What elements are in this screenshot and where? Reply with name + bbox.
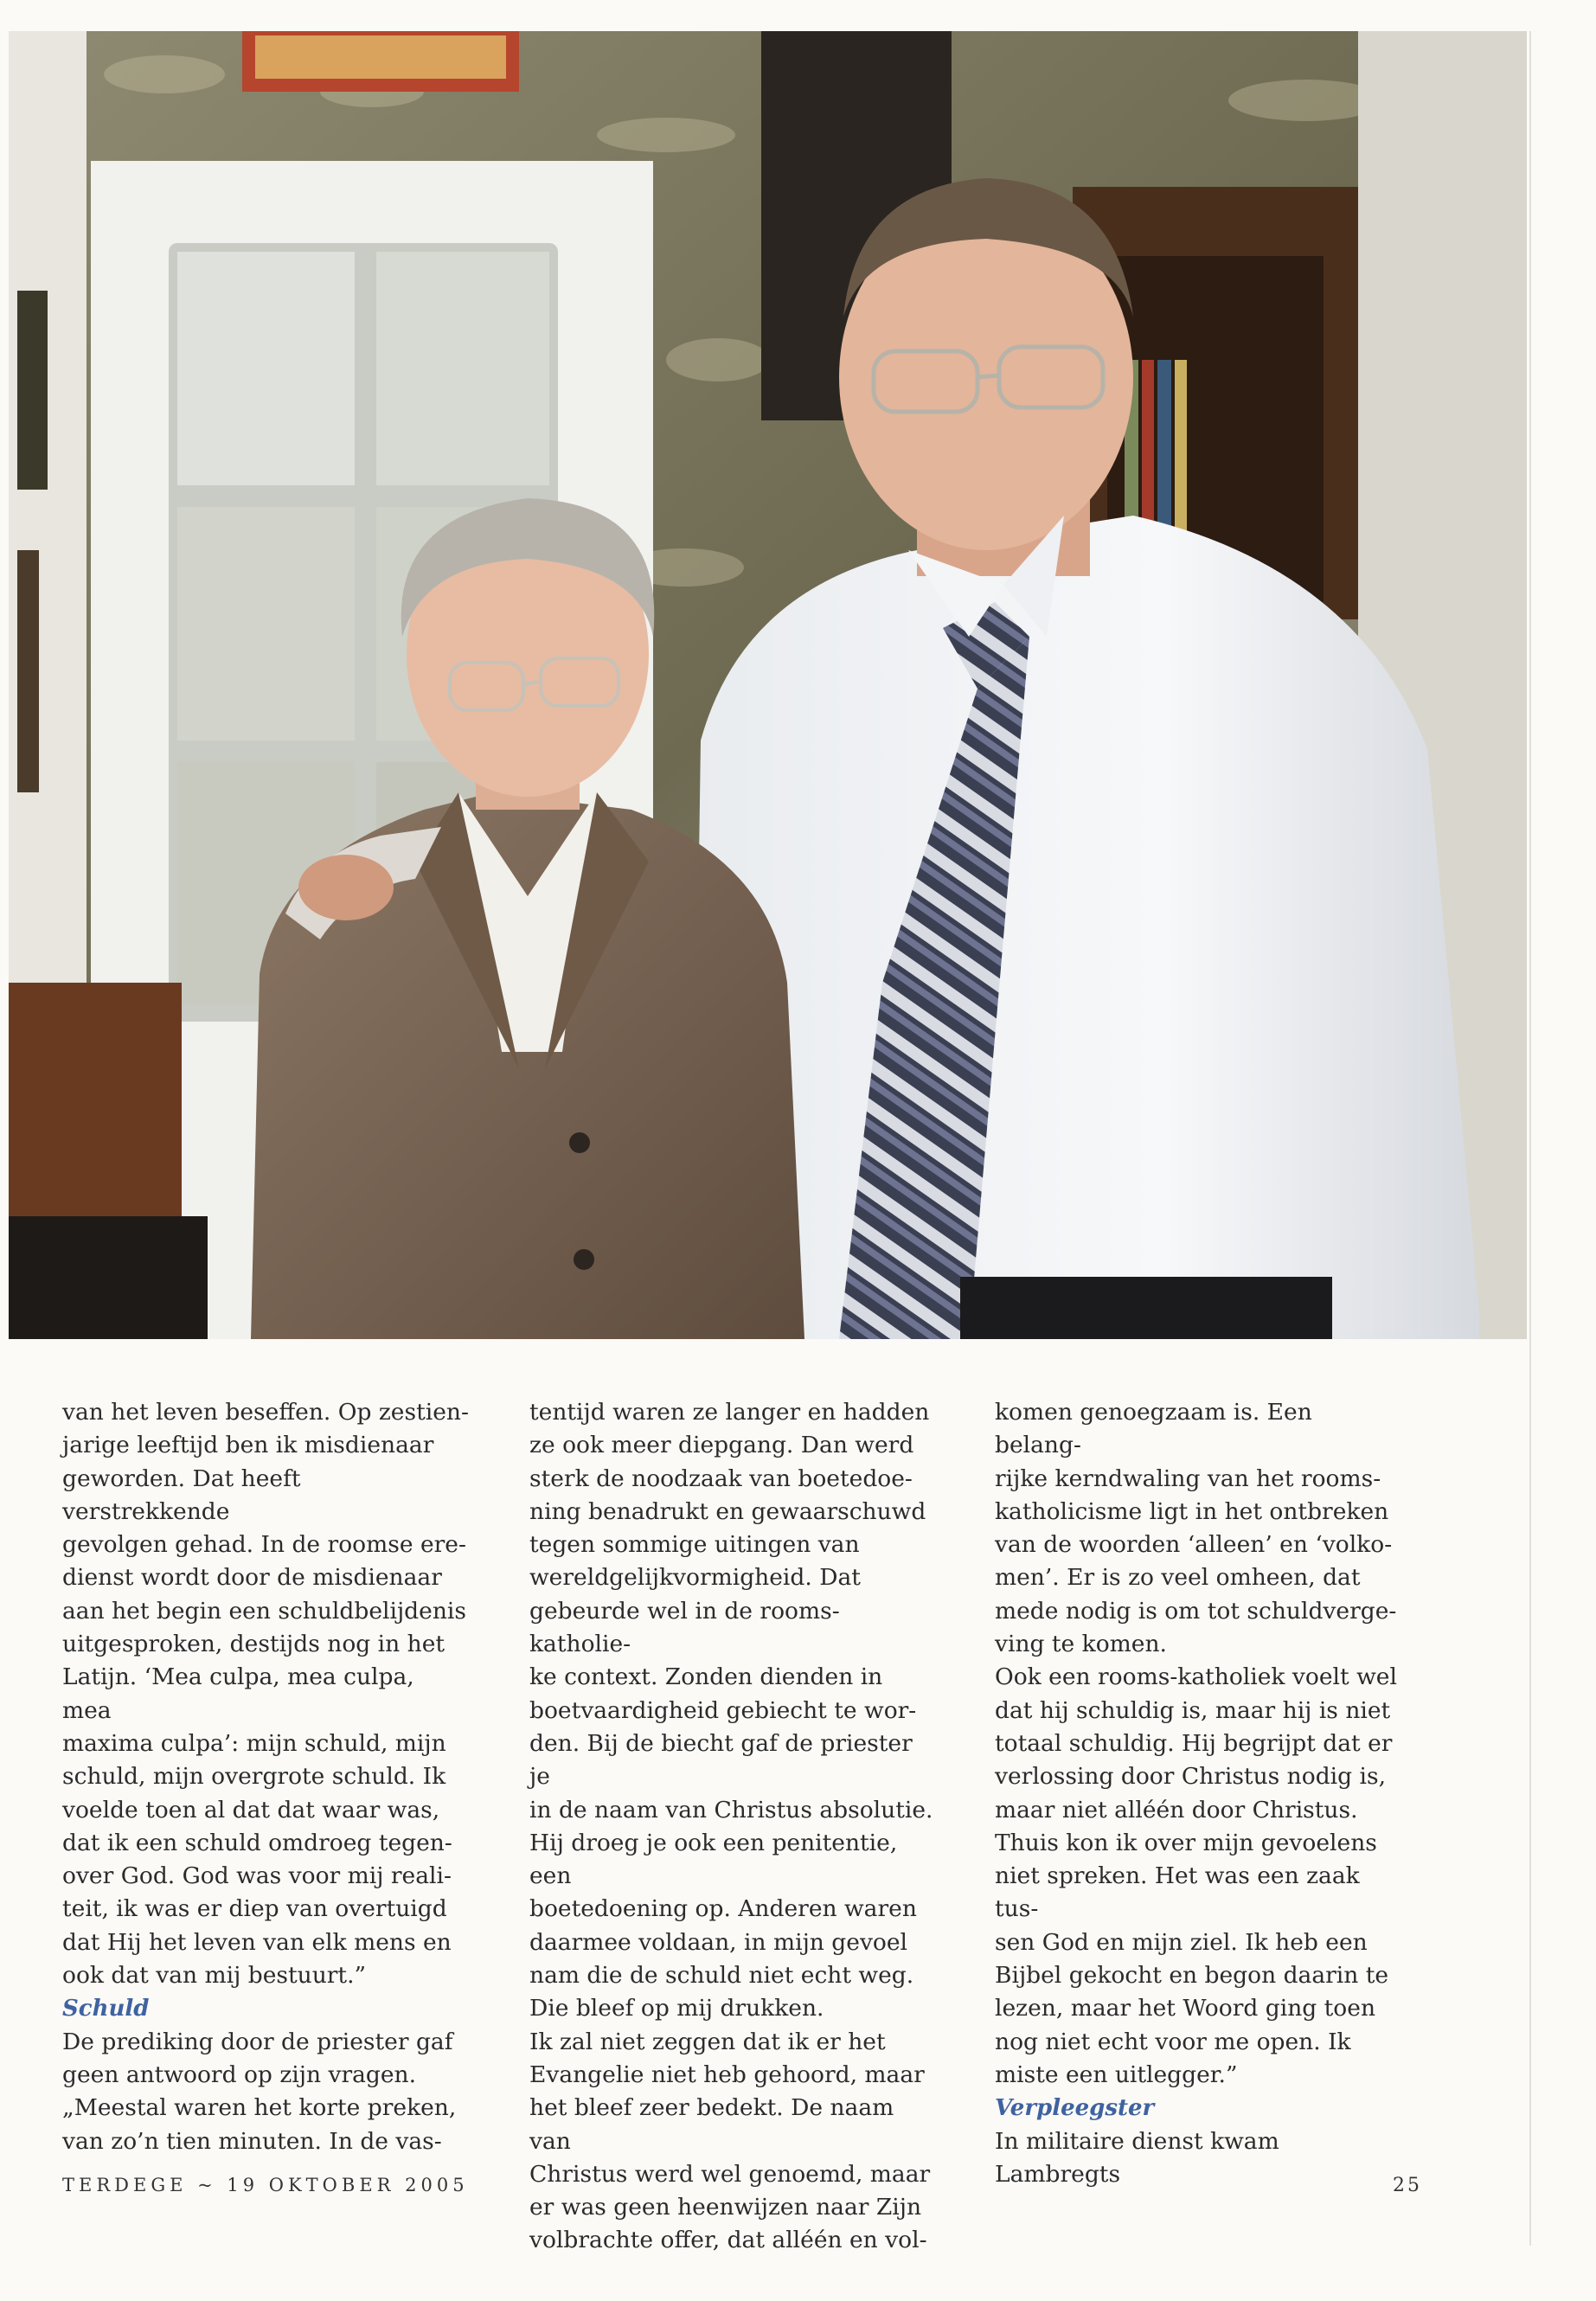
paragraph: In militaire dienst kwam Lambregts bbox=[995, 2127, 1279, 2188]
page-number: 25 bbox=[1393, 2175, 1422, 2196]
paragraph: van het leven beseffen. Op zestien- jarige leeftijd ben ik misdienaar geworden. Dat heeft verstrekkende gevolgen gehad. In de roomse ere- dienst wordt door de misdienaar aan het begin een schuldbelijdenis uitgesproken, destijds nog in het Latijn. ‘Mea culpa, mea culpa, mea maxima culpa’: mijn schuld, mijn schuld, mijn overgrote schuld. Ik voelde toen al dat dat waar was, dat ik een schuld omdroeg tegen- over God. God was voor mij reali- teit, ik was er diep van overtuigd dat Hij het leven van elk mens en ook dat van mij bestuurt.” bbox=[62, 1399, 469, 1990]
text-column-2 bbox=[529, 1396, 936, 2258]
text-column-1 bbox=[62, 1396, 469, 2158]
paragraph: De prediking door de priester gaf geen antwoord op zijn vragen. „Meestal waren het korte preken, van zo’n tien minuten. In de vas- bbox=[62, 2028, 457, 2155]
paragraph: Ik zal niet zeggen dat ik er het Evangelie niet heb gehoord, maar het bleef zeer bedekt. De naam van Christus werd wel genoemd, maar er was geen heenwijzen naar Zijn volbrachte offer, dat alléén en vol- bbox=[529, 2028, 931, 2254]
publication-footer: TERDEGE ~ 19 OKTOBER 2005 bbox=[62, 2175, 469, 2195]
page-edge-rule bbox=[1529, 31, 1531, 2246]
paragraph: Ook een rooms-katholiek voelt wel dat hij schuldig is, maar hij is niet totaal schuldig. Hij begrijpt dat er verlossing door Christus nodig is, maar niet alléén door Christus. Thuis kon ik over mijn gevoelens niet spreken. Het was een zaak tus- sen God en mijn ziel. Ik heb een Bijbel gekocht en begon daarin te lezen, maar het Woord ging toen nog niet echt voor me open. Ik miste een uitlegger.” bbox=[995, 1663, 1397, 2088]
paragraph: komen genoegzaam is. Een belang- rijke kerndwaling van het rooms- katholicisme ligt in het ontbreken van de woorden ‘alleen’ en ‘volko- men’. Er is zo veel omheen, dat mede nodig is om tot schuldverge- ving te komen. bbox=[995, 1399, 1397, 1658]
text-column-3 bbox=[995, 1396, 1401, 2191]
portrait-photo bbox=[9, 31, 1527, 1339]
subheading-verpleegster: Verpleegster bbox=[995, 2095, 1155, 2122]
subheading-schuld: Schuld bbox=[62, 1996, 150, 2022]
paragraph: tentijd waren ze langer en hadden ze ook meer diepgang. Dan werd sterk de noodzaak van boetedoe- ning benadrukt en gewaarschuwd tegen sommige uitingen van wereldgelijkvormigheid. Dat gebeurde wel in de rooms-katholie- ke context. Zonden dienden in boetvaardigheid gebiecht te wor- den. Bij de biecht gaf de priester je in de naam van Christus absolutie. Hij droeg je ook een penitentie, een boetedoening op. Anderen waren daarmee voldaan, in mijn gevoel nam die de schuld niet echt weg. Die bleef op mij drukken. bbox=[529, 1399, 933, 2022]
portrait-photo-icon bbox=[9, 31, 1527, 1339]
